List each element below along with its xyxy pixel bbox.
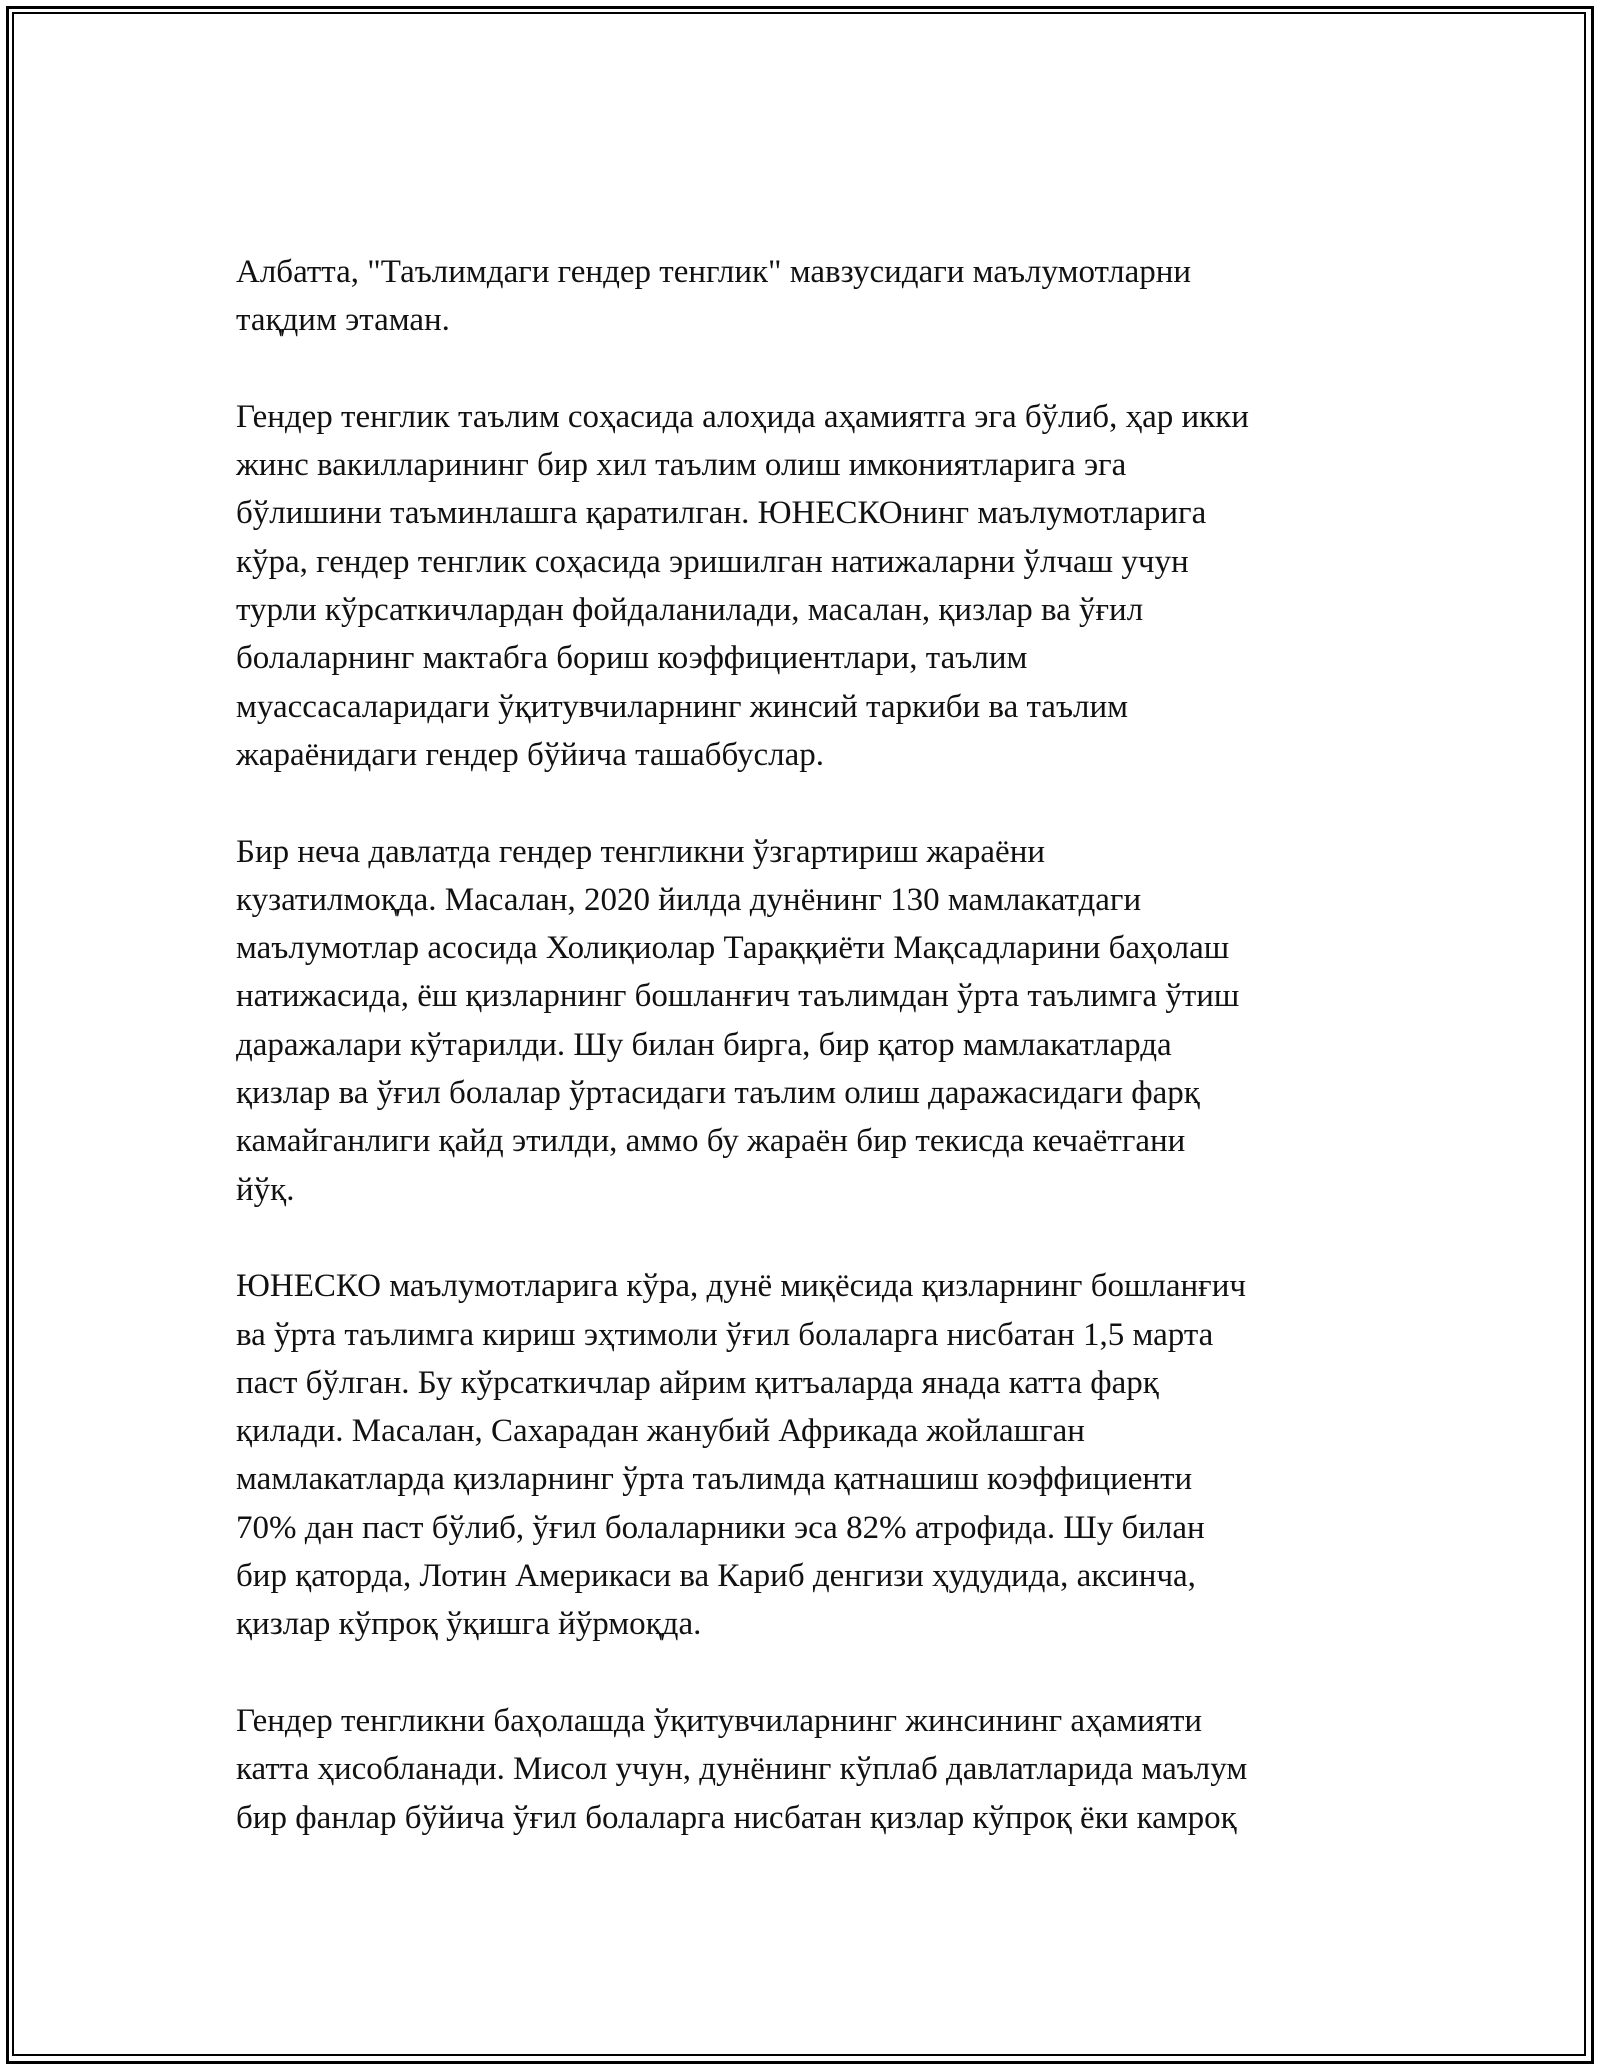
text-line: болаларнинг мактабга бориш коэффициентлари, таълим [236,640,1028,677]
text-line: даражалари кўтарилди. Шу билан бирга, бир қатор мамлакатларда [236,1026,1172,1063]
text-line: ЮНЕСКО маълумотларига кўра, дунё миқёсида қизларнинг бошланғич [236,1268,1246,1305]
text-line: қилади. Масалан, Сахарадан жанубий Африкада жойлашган [236,1413,1085,1450]
text-line: йўқ. [236,1171,295,1208]
text-line: жинс вакилларининг бир хил таълим олиш имкониятларига эга [236,447,1127,484]
text-line: катта ҳисобланади. Мисол учун, дунёнинг кўплаб давлатларида маълум [236,1751,1248,1788]
text-line: бир қаторда, Лотин Америкаси ва Кариб денгизи ҳудудида, аксинча, [236,1558,1196,1595]
text-line: бўлишини таъминлашга қаратилган. ЮНЕСКОнинг маълумотларига [236,495,1207,532]
text-line: муассасаларидаги ўқитувчиларнинг жинсий таркиби ва таълим [236,688,1129,725]
text-line: бир фанлар бўйича ўғил болаларга нисбатан қизлар кўпроқ ёки камроқ [236,1799,1237,1836]
text-line: Албатта, "Таълимдаги гендер тенглик" мавзусидаги маълумотларни [236,254,1192,290]
text-line: тақдим этаман. [236,302,450,339]
text-line: турли кўрсаткичлардан фойдаланилади, масалан, қизлар ва ўғил [236,592,1144,629]
text-line: кузатилмоқда. Масалан, 2020 йилда дунёнинг 130 мамлакатдаги [236,881,1142,918]
text-line: натижасида, ёш қизларнинг бошланғич таълимдан ўрта таълимга ўтиш [236,978,1240,1015]
paragraph-unesco-statistics [236,1262,1386,1648]
text-line: қизлар ва ўғил болалар ўртасидаги таълим олиш даражасидаги фарқ [236,1075,1200,1112]
text-line: Гендер тенглик таълим соҳасида алоҳида аҳамиятга эга бўлиб, ҳар икки [236,398,1249,435]
text-line: жараёнидаги гендер бўйича ташаббуслар. [236,736,825,773]
text-line: камайганлиги қайд этилди, аммо бу жараён бир текисда кечаётгани [236,1123,1186,1160]
text-line: кўра, гендер тенглик соҳасида эришилган натижаларни ўлчаш учун [236,543,1189,580]
text-line: маълумотлар асосида Холиқиолар Тараққиёти Мақсадларини баҳолаш [236,930,1230,967]
text-line: Бир неча давлатда гендер тенгликни ўзгартириш жараёни [236,833,1046,870]
paragraph-gender-equality-definition [236,393,1386,779]
text-line: мамлакатларда қизларнинг ўрта таълимда қатнашиш коэффициенти [236,1461,1193,1498]
text-line: ва ўрта таълимга кириш эҳтимоли ўғил болаларга нисбатан 1,5 марта [236,1316,1214,1353]
text-line: қизлар кўпроқ ўқишга йўрмоқда. [236,1606,702,1643]
text-line: Гендер тенгликни баҳолашда ўқитувчиларнинг жинсининг аҳамияти [236,1702,1203,1739]
paragraph-progress [236,828,1386,1214]
paragraph-teachers-gender [236,1697,1386,1842]
text-line: паст бўлган. Бу кўрсаткичлар айрим қитъаларда янада катта фарқ [236,1364,1159,1401]
paragraph-intro [236,248,1386,345]
text-line: 70% дан паст бўлиб, ўғил болаларники эса 82% атрофида. Шу билан [236,1509,1205,1546]
document-body [236,248,1386,1842]
